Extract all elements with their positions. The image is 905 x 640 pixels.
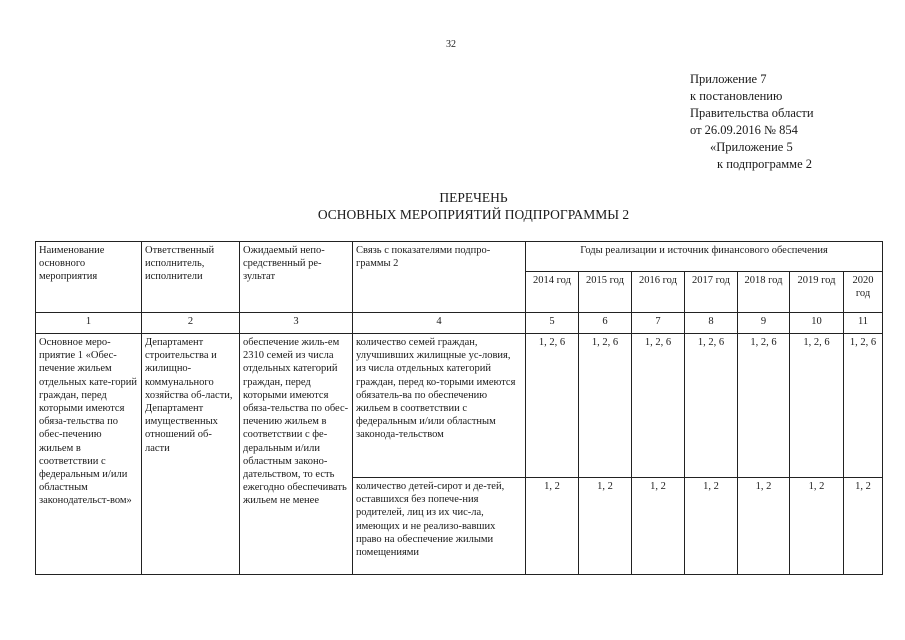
indicator-value: 1, 2, 6 <box>632 334 685 478</box>
appendix-line: от 26.09.2016 № 854 <box>690 123 798 137</box>
header-year: 2020 год <box>844 272 883 313</box>
indicator-text: количество семей граждан, улучшивших жилищные ус-ловия, из числа отдельных категорий граждан, перед ко-торыми имеются обязатель-ва по обеспечению жильем в соответствии с федеральным и/или областным законода-тельством <box>353 334 526 478</box>
title-line: ПЕРЕЧЕНЬ <box>439 190 508 205</box>
header-years-title: Годы реализации и источник финансового обеспечения <box>526 242 883 272</box>
header-name: Наименование основного мероприятия <box>36 242 142 313</box>
indicator-value: 1, 2, 6 <box>579 334 632 478</box>
indicator-value: 1, 2, 6 <box>790 334 844 478</box>
appendix-line: «Приложение 5 <box>710 140 793 154</box>
column-number: 3 <box>240 313 353 334</box>
column-number: 9 <box>738 313 790 334</box>
indicator-value: 1, 2 <box>685 478 738 575</box>
header-year: 2017 год <box>685 272 738 313</box>
appendix-line: Приложение 7 <box>690 72 767 86</box>
column-number: 2 <box>142 313 240 334</box>
header-year: 2014 год <box>526 272 579 313</box>
indicator-value: 1, 2 <box>738 478 790 575</box>
column-number: 11 <box>844 313 883 334</box>
header-result: Ожидаемый непо-средственный ре-зультат <box>240 242 353 313</box>
page-number: 32 <box>446 39 456 50</box>
appendix-line: к подпрограмме 2 <box>717 157 812 171</box>
indicator-value: 1, 2 <box>632 478 685 575</box>
indicator-value: 1, 2 <box>790 478 844 575</box>
header-year: 2015 год <box>579 272 632 313</box>
column-number: 4 <box>353 313 526 334</box>
indicator-value: 1, 2 <box>526 478 579 575</box>
column-number: 7 <box>632 313 685 334</box>
indicator-text: количество детей-сирот и де-тей, оставшихся без попече-ния родителей, лиц из их чис-ла, имеющих и не реализо-вавших право на обеспечение жилыми помещениями <box>353 478 526 575</box>
header-year: 2016 год <box>632 272 685 313</box>
indicator-value: 1, 2 <box>844 478 883 575</box>
column-number: 5 <box>526 313 579 334</box>
appendix-block <box>690 71 814 173</box>
appendix-line: к постановлению <box>690 89 783 103</box>
column-number: 10 <box>790 313 844 334</box>
measure-executor-cell: Департамент строительства и жилищно-коммунального хозяйства об-ласти, Департамент имущественных отношений об-ласти <box>142 334 240 575</box>
header-year: 2018 год <box>738 272 790 313</box>
column-number: 6 <box>579 313 632 334</box>
measure-name-cell: Основное меро-приятие 1 «Обес-печение жильем отдельных кате-горий граждан, перед которыми имеются обяза-тельства по обес-печению жильем в соответствии с федеральным и/или областным законодательст-вом» <box>36 334 142 575</box>
indicator-value: 1, 2, 6 <box>526 334 579 478</box>
header-executor: Ответственный исполнитель, исполнители <box>142 242 240 313</box>
header-year: 2019 год <box>790 272 844 313</box>
column-number: 1 <box>36 313 142 334</box>
title-line: ОСНОВНЫХ МЕРОПРИЯТИЙ ПОДПРОГРАММЫ 2 <box>317 207 630 222</box>
column-number: 8 <box>685 313 738 334</box>
indicator-value: 1, 2 <box>579 478 632 575</box>
appendix-line: Правительства области <box>690 106 814 120</box>
indicator-value: 1, 2, 6 <box>738 334 790 478</box>
header-indicators: Связь с показателями подпро-граммы 2 <box>353 242 526 313</box>
indicator-value: 1, 2, 6 <box>844 334 883 478</box>
measure-result-cell: обеспечение жиль-ем 2310 семей из числа отдельных категорий граждан, перед которыми имеются обяза-тельства по обес-печению жильем в соответствии с фе-деральным и/или областным законо-дательством, то есть ежегодно обеспечивать жильем не менее <box>240 334 353 575</box>
measures-table <box>35 241 883 575</box>
indicator-value: 1, 2, 6 <box>685 334 738 478</box>
document-title <box>0 189 905 223</box>
